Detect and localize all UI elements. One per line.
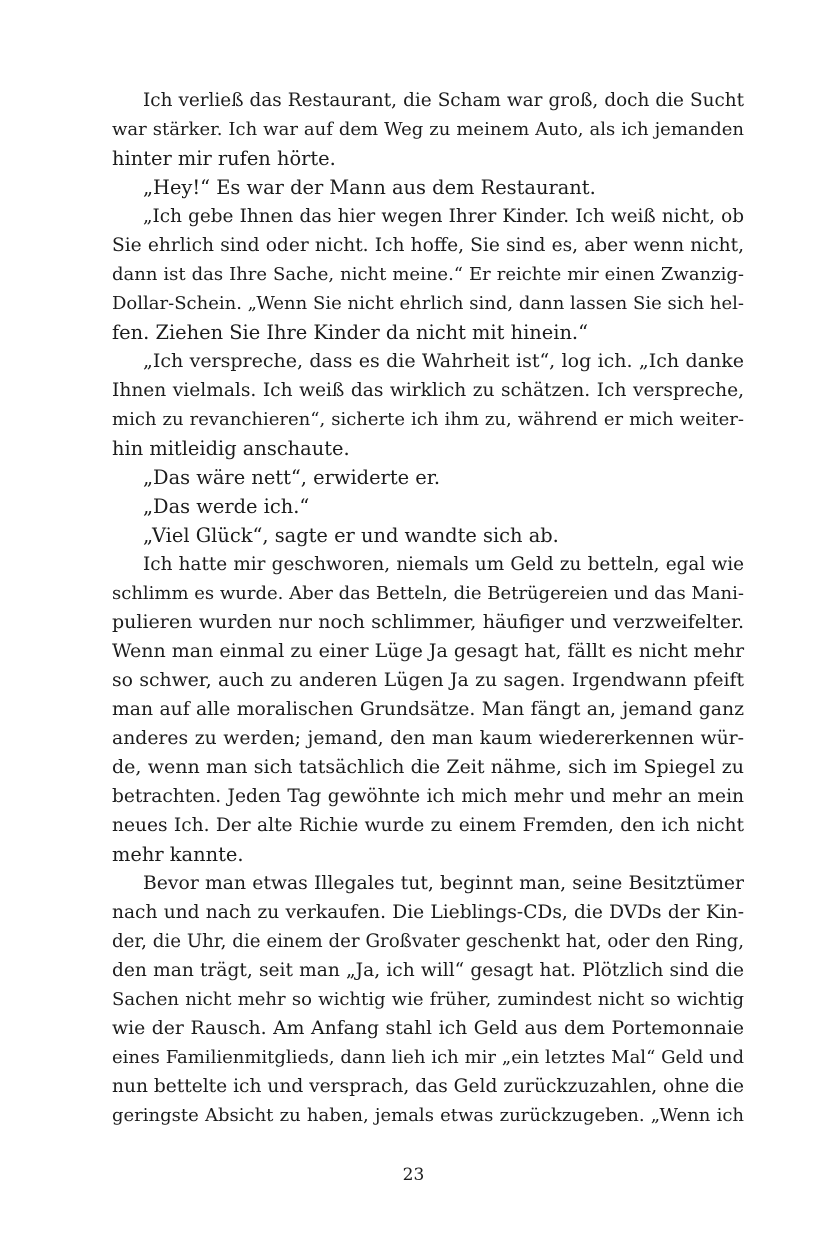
text-line: nun bettelte ich und versprach, das Geld zurückzuzahlen, ohne die	[112, 1076, 744, 1097]
text-line: Wenn man einmal zu einer Lüge Ja gesagt hat, fällt es nicht mehr	[112, 640, 745, 662]
book-page-text	[112, 86, 744, 1130]
text-line: mich zu revanchieren“, sicherte ich ihm zu, während er mich weiter-	[112, 409, 744, 430]
text-line: der, die Uhr, die einem der Großvater geschenkt hat, oder den Ring,	[112, 931, 744, 952]
text-line: hinter mir rufen hörte.	[112, 147, 336, 170]
text-line: so schwer, auch zu anderen Lügen Ja zu sagen. Irgendwann pfeift	[112, 670, 744, 691]
text-line: betrachten. Jeden Tag gewöhnte ich mich mehr und mehr an mein	[112, 786, 744, 807]
text-line: Sie ehrlich sind oder nicht. Ich hoffe, Sie sind es, aber wenn nicht,	[112, 235, 744, 256]
text-line: Dollar-Schein. „Wenn Sie nicht ehrlich sind, dann lassen Sie sich hel-	[112, 293, 744, 314]
text-line: Ich hatte mir geschworen, niemals um Geld zu betteln, egal wie	[143, 554, 744, 575]
text-line: Sachen nicht mehr so wichtig wie früher, zumindest nicht so wichtig	[112, 989, 744, 1010]
text-line: den man trägt, seit man „Ja, ich will“ gesagt hat. Plötzlich sind die	[112, 960, 744, 981]
text-line: schlimm es wurde. Aber das Betteln, die Betrügereien und das Mani-	[112, 583, 744, 604]
text-line: „Viel Glück“, sagte er und wandte sich ab.	[143, 524, 559, 547]
text-line: fen. Ziehen Sie Ihre Kinder da nicht mit hinein.“	[112, 321, 589, 344]
text-line: geringste Absicht zu haben, jemals etwas zurückzugeben. „Wenn ich	[112, 1105, 744, 1126]
text-line: Bevor man etwas Illegales tut, beginnt man, seine Besitztümer	[143, 873, 744, 894]
text-line: war stärker. Ich war auf dem Weg zu meinem Auto, als ich jemanden	[112, 119, 744, 140]
text-line: Ich verließ das Restaurant, die Scham war groß, doch die Sucht	[143, 90, 744, 111]
text-line: dann ist das Ihre Sache, nicht meine.“ Er reichte mir einen Zwanzig-	[112, 264, 744, 285]
text-line: neues Ich. Der alte Richie wurde zu einem Fremden, den ich nicht	[112, 815, 744, 836]
text-line: wie der Rausch. Am Anfang stahl ich Geld aus dem Portemonnaie	[112, 1018, 744, 1039]
text-line: hin mitleidig anschaute.	[112, 437, 350, 460]
text-line: Ihnen vielmals. Ich weiß das wirklich zu schätzen. Ich verspreche,	[112, 380, 744, 401]
text-line: eines Familienmitglieds, dann lieh ich mir „ein letztes Mal“ Geld und	[112, 1047, 744, 1068]
text-line: nach und nach zu verkaufen. Die Lieblings-CDs, die DVDs der Kin-	[112, 902, 744, 923]
text-line: „Ich verspreche, dass es die Wahrheit ist“, log ich. „Ich danke	[143, 350, 744, 372]
text-line: man auf alle moralischen Grundsätze. Man fängt an, jemand ganz	[112, 699, 744, 720]
text-line: pulieren wurden nur noch schlimmer, häufiger und verzweifelter.	[112, 611, 744, 633]
page-number: 23	[402, 1165, 425, 1185]
text-line: „Das wäre nett“, erwiderte er.	[143, 466, 441, 489]
text-line: „Hey!“ Es war der Mann aus dem Restaurant.	[143, 176, 596, 199]
text-line: „Ich gebe Ihnen das hier wegen Ihrer Kinder. Ich weiß nicht, ob	[143, 206, 744, 227]
text-line: mehr kannte.	[112, 843, 244, 866]
text-line: de, wenn man sich tatsächlich die Zeit nähme, sich im Spiegel zu	[112, 756, 744, 778]
text-line: anderes zu werden; jemand, den man kaum wiedererkennen wür-	[112, 728, 744, 749]
text-line: „Das werde ich.“	[143, 495, 310, 518]
